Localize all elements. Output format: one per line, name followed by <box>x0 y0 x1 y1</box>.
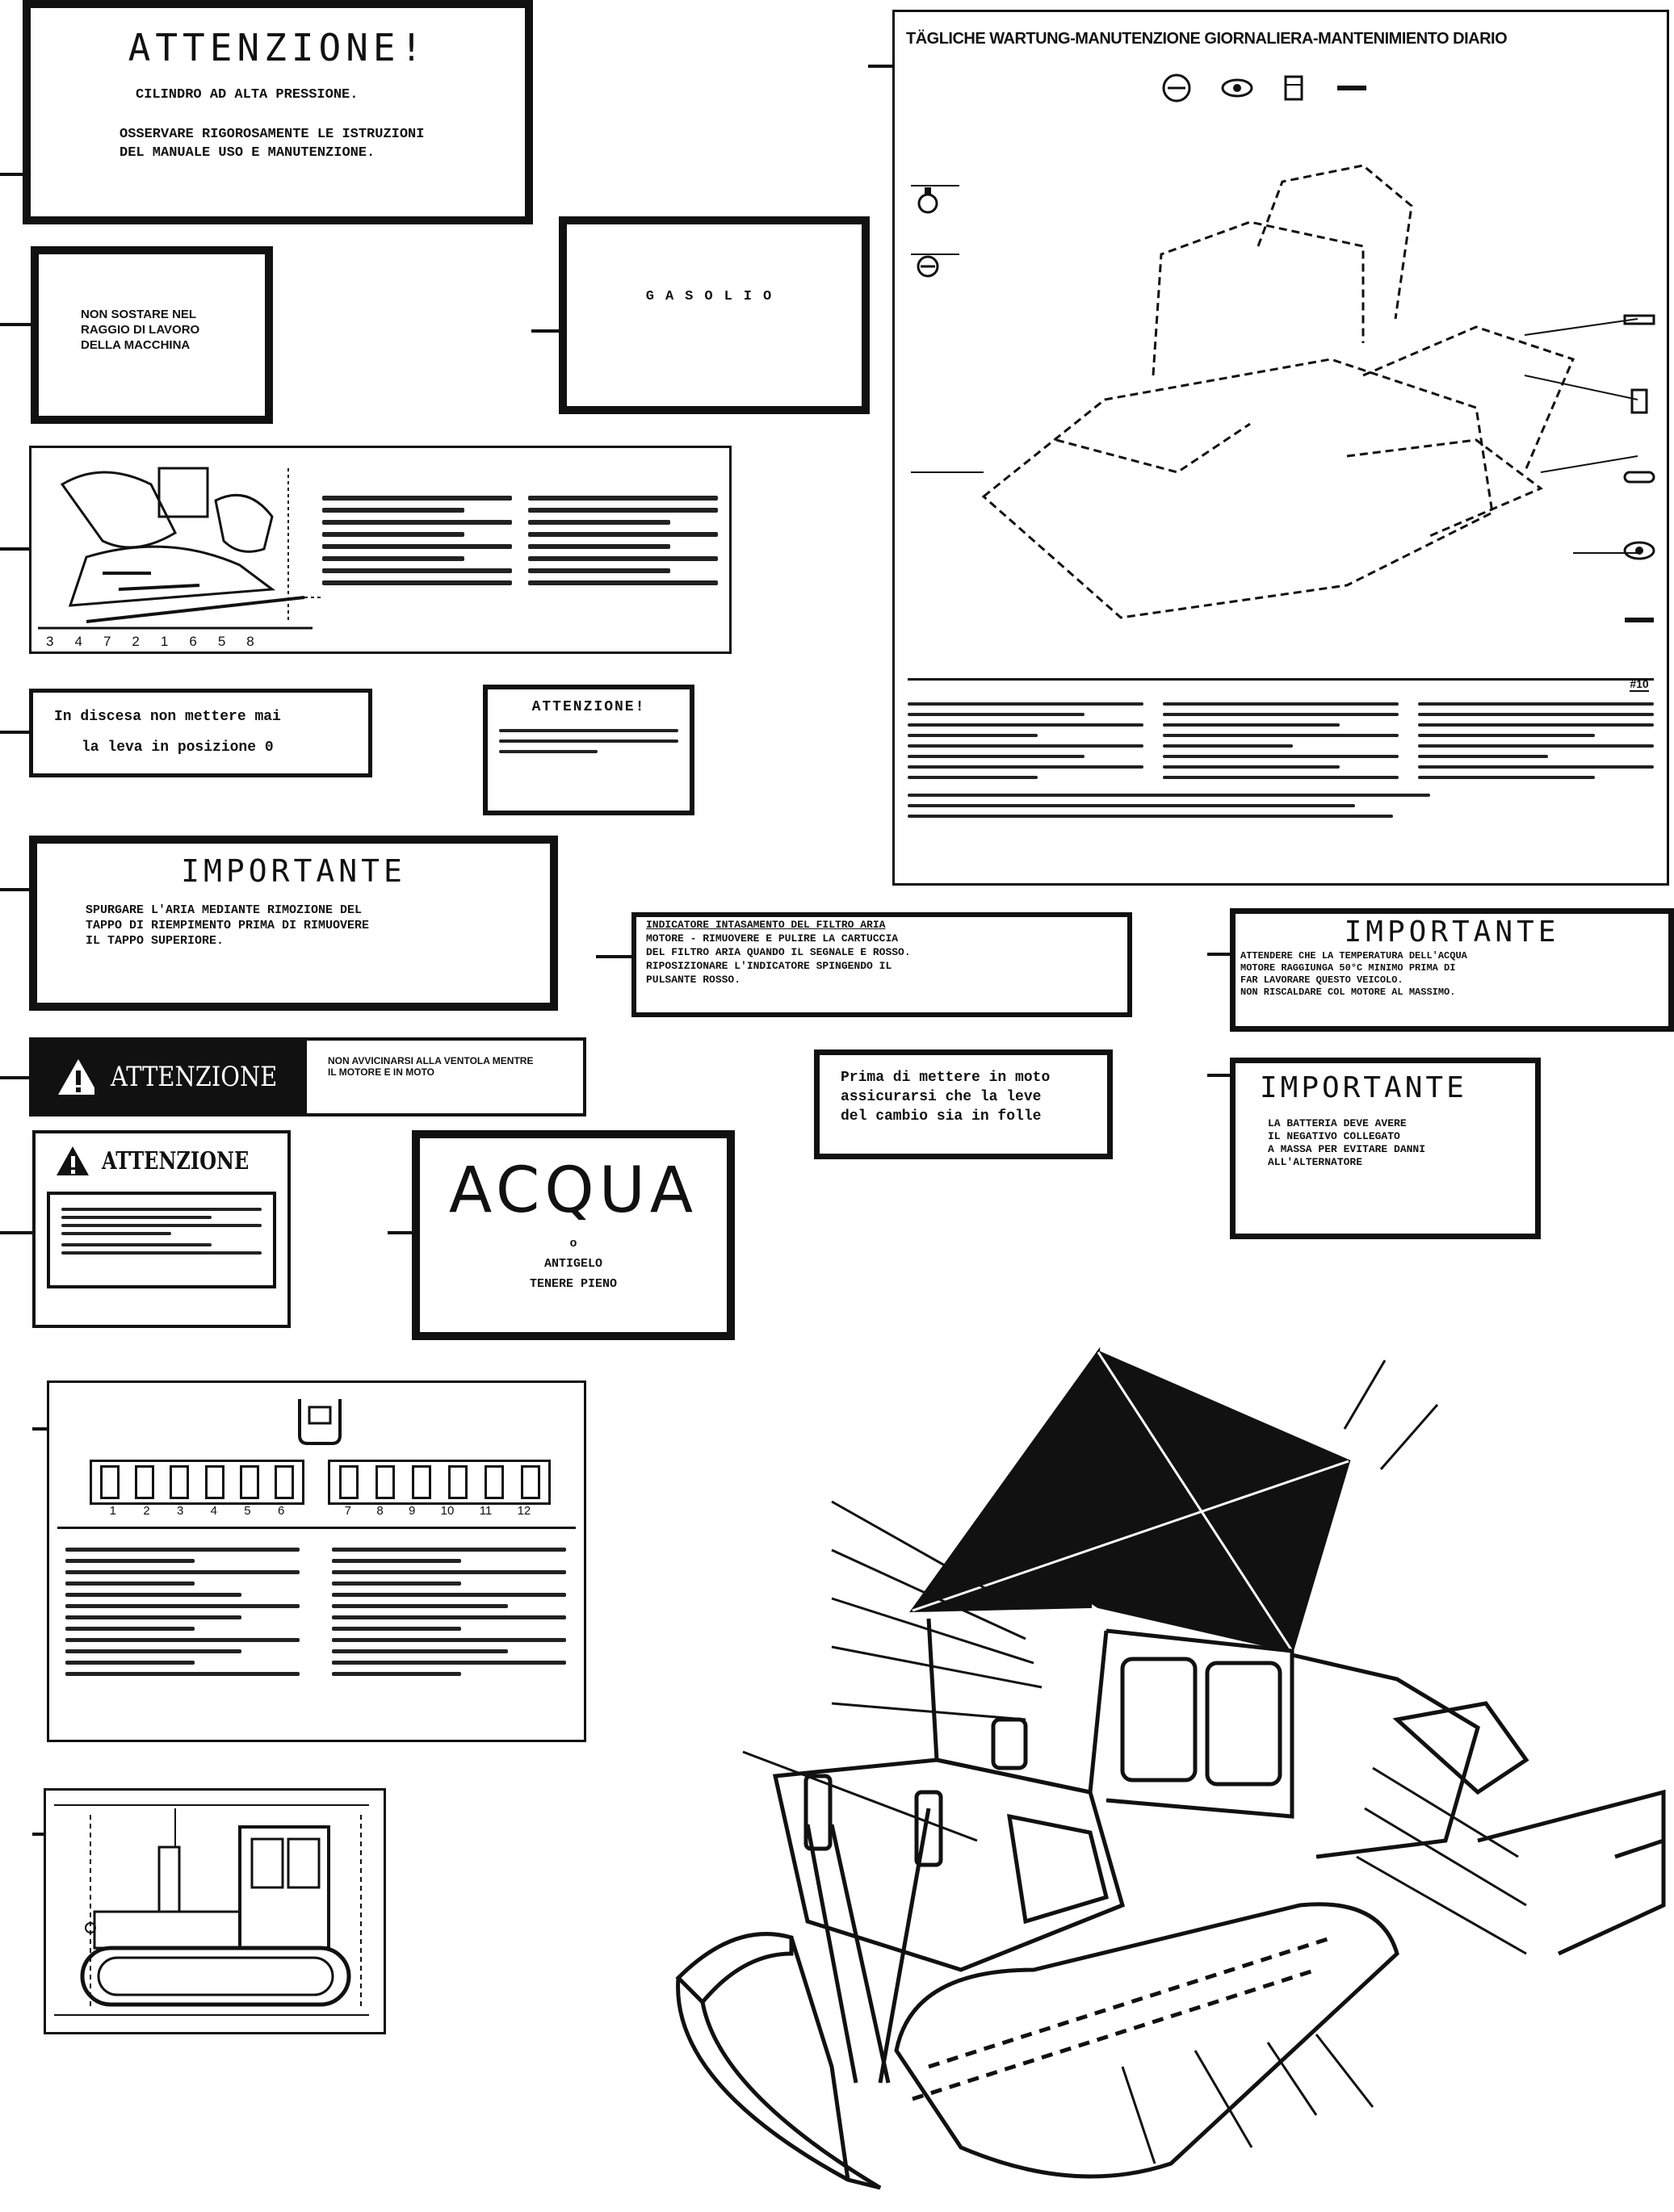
decal-title: IMPORTANTE <box>1344 915 1560 949</box>
leader-line <box>32 1427 47 1431</box>
callout-number: 2 <box>132 634 140 649</box>
callout-number: 1 <box>160 634 169 649</box>
leader-line <box>0 1231 32 1234</box>
engine-illustration <box>38 452 321 638</box>
decal-non-sostare <box>31 246 273 424</box>
fuse-group-left <box>90 1460 304 1505</box>
decal-text: INDICATORE INTASAMENTO DEL FILTRO ARIA <box>646 919 886 931</box>
warning-triangle-icon <box>55 1145 90 1177</box>
decal-engine-diagram <box>29 446 732 654</box>
cab-roof <box>1074 1352 1349 1651</box>
leader-line <box>0 323 31 326</box>
side-icons-right <box>1623 311 1655 692</box>
decal-text: ANTIGELO <box>543 1257 602 1271</box>
decal-attenzione-box <box>32 1130 291 1328</box>
fuse-numbers-right <box>332 1504 543 1518</box>
decal-title: ACQUA <box>448 1154 699 1227</box>
callout-number: 8 <box>246 634 254 649</box>
decal-text: NON SOSTARE NEL <box>81 308 197 321</box>
bulldozer-illustration <box>670 1340 1672 2212</box>
fuse-number: 10 <box>440 1504 455 1518</box>
fuse-legend <box>65 1540 566 1683</box>
leader-line <box>0 731 29 734</box>
decal-title: ATTENZIONE <box>102 1146 250 1175</box>
fuse-number: 8 <box>376 1504 384 1518</box>
leader-line <box>868 65 892 68</box>
leader-line <box>1207 953 1230 956</box>
warning-triangle-icon <box>57 1058 94 1096</box>
chart-legend <box>908 678 1654 870</box>
decal-attenzione-cilindro <box>23 0 533 224</box>
diagram-callout-numbers <box>46 634 254 650</box>
leader-line <box>0 1076 29 1079</box>
fuse-icon <box>292 1391 348 1447</box>
eye-inspect-icon <box>1221 76 1253 100</box>
fuse-numbers-left <box>96 1504 298 1518</box>
fuse-number: 3 <box>176 1504 184 1518</box>
warning-banner <box>32 1041 307 1113</box>
fuse-number: 6 <box>277 1504 285 1518</box>
decal-text: SPURGARE L'ARIA MEDIANTE RIMOZIONE DEL <box>86 903 363 917</box>
decal-text: NON AVVICINARSI ALLA VENTOLA MENTRE <box>328 1055 534 1066</box>
interval-code: #10 <box>1630 677 1649 690</box>
callout-number: 3 <box>46 634 54 649</box>
grease-icon <box>1623 614 1655 626</box>
decal-text: o <box>569 1237 577 1251</box>
decal-text: FAR LAVORARE QUESTO VEICOLO. <box>1240 974 1403 986</box>
decal-attenzione-small <box>483 685 694 815</box>
fuse-number: 2 <box>143 1504 150 1518</box>
fuse-number: 12 <box>517 1504 531 1518</box>
warning-title: ATTENZIONE <box>111 1061 278 1093</box>
decal-text: A MASSA PER EVITARE DANNI <box>1268 1143 1426 1155</box>
bulldozer-line-drawing <box>911 133 1638 634</box>
fuse-number: 7 <box>344 1504 351 1518</box>
decal-acqua <box>412 1130 735 1340</box>
decal-attenzione-ventola <box>29 1037 586 1116</box>
leader-line <box>32 1833 44 1836</box>
fuse-number: 1 <box>109 1504 116 1518</box>
decal-text: IL TAPPO SUPERIORE. <box>86 934 224 948</box>
engine-oil-icon <box>916 250 940 283</box>
grease-icon <box>1336 82 1368 94</box>
decal-text: OSSERVARE RIGOROSAMENTE LE ISTRUZIONI <box>120 127 425 142</box>
oil-can-icon <box>916 186 940 218</box>
decal-text: In discesa non mettere mai <box>54 709 281 725</box>
chart-title: TÄGLICHE WARTUNG-MANUTENZIONE GIORNALIERA-MANTENIMIENTO DIARIO <box>906 30 1508 48</box>
callout-number: 7 <box>103 634 111 649</box>
eye-inspect-icon <box>1623 538 1655 563</box>
leader-line <box>1207 1074 1230 1077</box>
leader-line <box>0 173 23 176</box>
decal-text: DEL FILTRO ARIA QUANDO IL SEGNALE E ROSSO. <box>646 946 911 958</box>
decal-importante-acqua <box>1230 908 1674 1032</box>
decal-header <box>36 1133 287 1177</box>
decal-text: NON RISCALDARE COL MOTORE AL MASSIMO. <box>1240 987 1456 998</box>
decal-text: Prima di mettere in moto <box>841 1070 1051 1086</box>
decal-text: GASOLIO <box>645 289 783 304</box>
decal-text: TAPPO DI RIEMPIMENTO PRIMA DI RIMUOVERE <box>86 919 370 932</box>
lifting-illustration <box>46 1791 377 2029</box>
decal-text: DEL MANUALE USO E MANUTENZIONE. <box>120 145 375 161</box>
leader-line <box>388 1231 412 1234</box>
decal-text: IL NEGATIVO COLLEGATO <box>1268 1130 1400 1142</box>
decal-text: RIPOSIZIONARE L'INDICATORE SPINGENDO IL <box>646 960 892 972</box>
decal-text: ATTENDERE CHE LA TEMPERATURA DELL'ACQUA <box>1240 950 1467 961</box>
decal-body <box>47 1192 276 1288</box>
decal-text: del cambio sia in folle <box>841 1108 1042 1125</box>
decal-text: RAGGIO DI LAVORO <box>81 323 200 337</box>
leader-line <box>596 955 631 958</box>
fuse-number: 9 <box>409 1504 416 1518</box>
fuse-number: 5 <box>244 1504 251 1518</box>
top-icons <box>1161 73 1368 103</box>
decal-text: DELLA MACCHINA <box>81 338 191 352</box>
decal-fuse-panel <box>47 1380 586 1742</box>
decal-text: assicurarsi che la leve <box>841 1089 1042 1105</box>
leader-line <box>0 547 29 551</box>
filter-icon <box>1623 467 1655 487</box>
leader-line <box>531 329 559 333</box>
decal-title: ATTENZIONE! <box>531 699 646 715</box>
coolant-icon <box>1627 387 1651 416</box>
engine-oil-icon <box>1161 73 1192 103</box>
decal-text: PULSANTE ROSSO. <box>646 974 741 986</box>
decal-text: la leva in posizione 0 <box>82 739 274 756</box>
callout-number: 5 <box>217 634 226 649</box>
decal-text: TENERE PIENO <box>529 1277 618 1291</box>
fuse-number: 4 <box>210 1504 217 1518</box>
callout-number: 6 <box>189 634 197 649</box>
fuel-icon <box>1282 73 1307 103</box>
leader-line <box>0 888 29 891</box>
decal-filtro-aria <box>631 912 1132 1017</box>
decal-text: ALL'ALTERNATORE <box>1268 1156 1363 1168</box>
decal-discesa <box>29 689 372 777</box>
side-icons-left <box>916 186 940 283</box>
decal-text: CILINDRO AD ALTA PRESSIONE. <box>136 87 359 103</box>
decal-importante-aria <box>29 836 558 1011</box>
decal-text: LA BATTERIA DEVE AVERE <box>1268 1117 1407 1129</box>
fuse-group-right <box>328 1460 551 1505</box>
decal-lifting-diagram <box>44 1788 386 2034</box>
decal-text: IL MOTORE E IN MOTO <box>328 1066 435 1078</box>
decal-title: IMPORTANTE <box>181 853 406 889</box>
decal-title: IMPORTANTE <box>1260 1071 1467 1104</box>
legend-block <box>322 488 718 593</box>
callout-number: 4 <box>74 634 82 649</box>
decal-text: MOTORE - RIMUOVERE E PULIRE LA CARTUCCIA <box>646 932 899 945</box>
decal-gasolio <box>559 216 870 414</box>
maintenance-chart <box>892 10 1669 886</box>
fuse-number: 11 <box>479 1504 493 1518</box>
decal-importante-batteria <box>1230 1058 1541 1239</box>
decal-prima-moto <box>814 1049 1113 1159</box>
level-icon <box>1623 311 1655 335</box>
decal-text: MOTORE RAGGIUNGA 50°C MINIMO PRIMA DI <box>1240 962 1456 974</box>
decal-title: ATTENZIONE! <box>128 26 428 69</box>
